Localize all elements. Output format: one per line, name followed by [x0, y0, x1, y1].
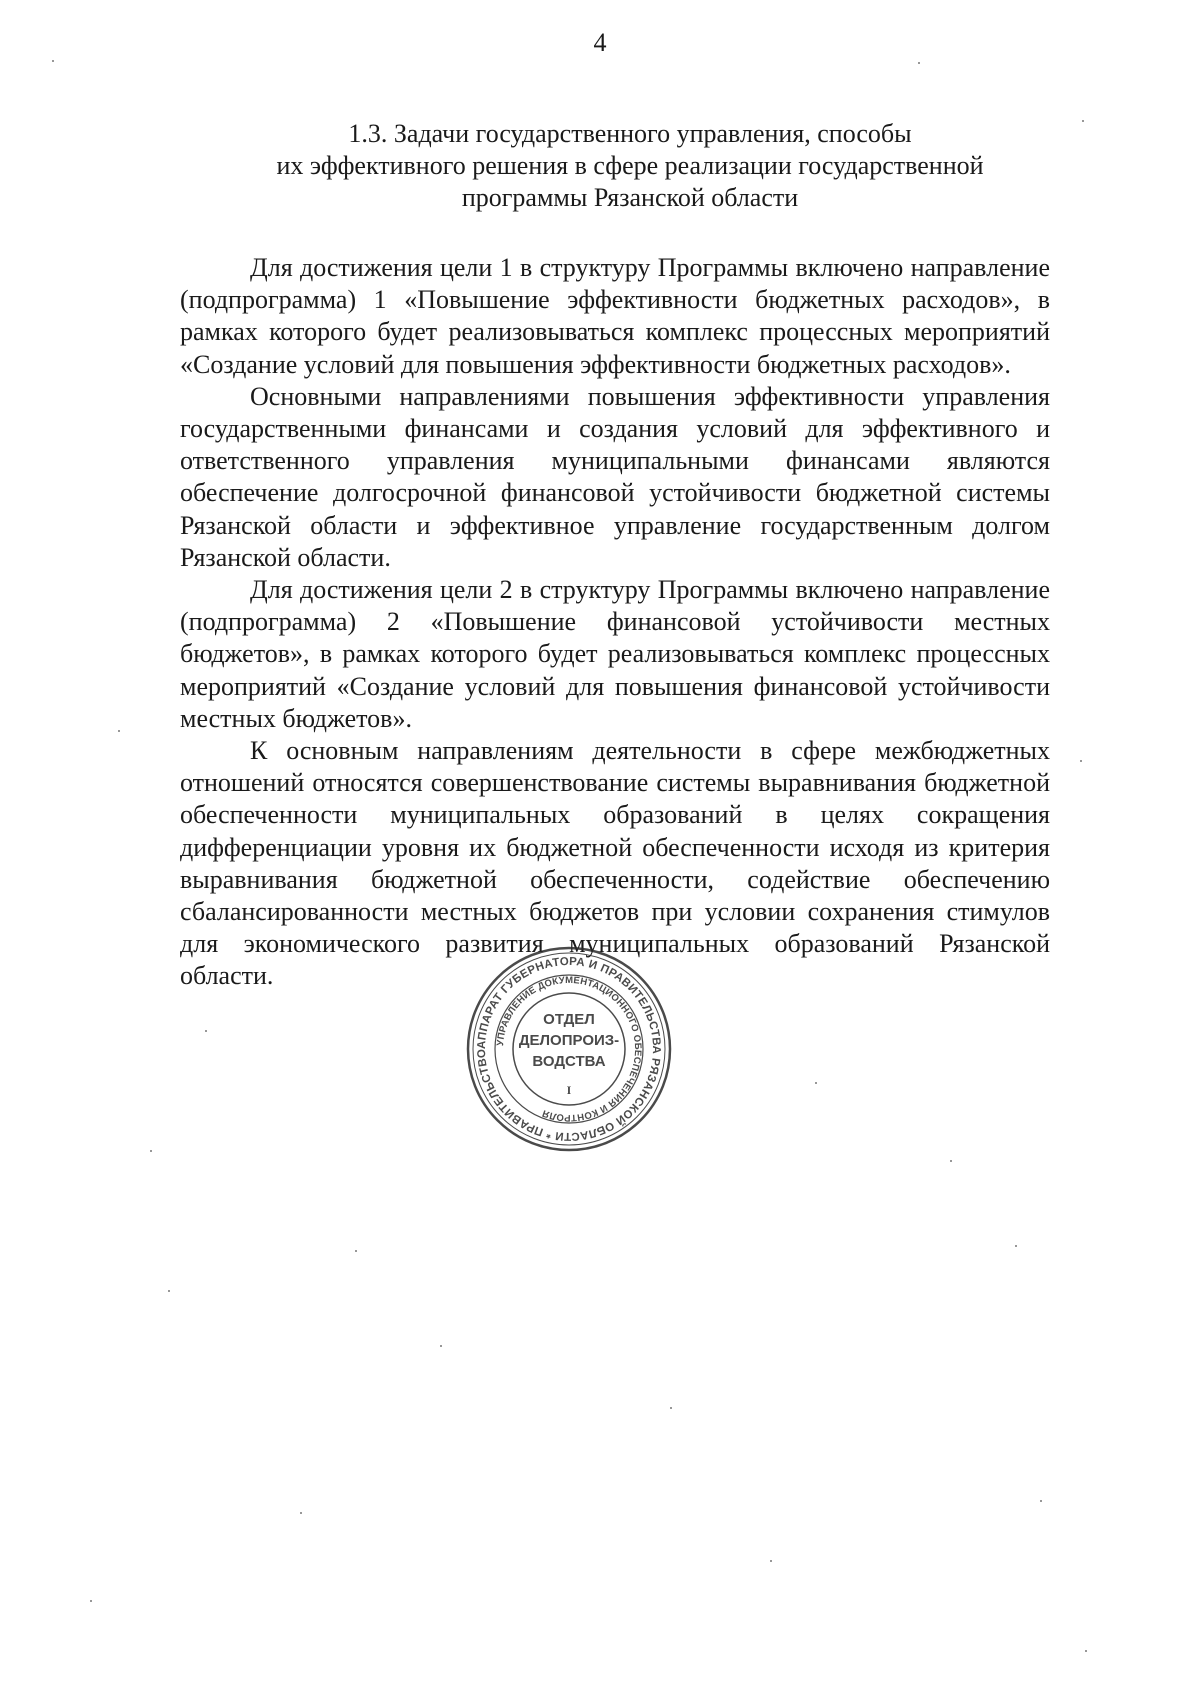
scan-speck [300, 1512, 302, 1514]
paragraph: Для достижения цели 2 в структуру Программы включено направление (подпрограмма) 2 «Повышение финансовой устойчивости местных бюджетов», в рамках которого будет реализовываться комплекс процессных мероприятий «Создание условий для повышения финансовой устойчивости местных бюджетов». [180, 575, 1050, 733]
page-number: 4 [593, 28, 607, 57]
seal-icon [464, 944, 674, 1154]
scan-speck [1085, 1650, 1087, 1652]
scan-speck [150, 1150, 152, 1152]
official-seal-stamp [464, 944, 674, 1154]
scan-speck [118, 730, 120, 732]
scan-speck [1040, 1500, 1042, 1502]
section-heading [190, 118, 1070, 214]
scan-speck [770, 1560, 772, 1562]
scan-speck [52, 60, 54, 62]
scan-speck [1015, 1245, 1017, 1247]
scan-speck [440, 1345, 442, 1347]
paragraph: К основным направлениям деятельности в сфере межбюджетных отношений относятся совершенствование системы выравнивания бюджетной обеспеченности муниципальных образований в целях сокращения дифференциации уровня их бюджетной обеспеченности исходя из критерия выравнивания бюджетной обеспеченности, содействие обеспечению сбалансированности местных бюджетов при условии сохранения стимулов для экономического развития муниципальных образований Рязанской области. [180, 736, 1050, 991]
seal-center-line-1: ОТДЕЛ [543, 1011, 595, 1028]
scan-speck [168, 1290, 170, 1292]
scan-speck [670, 1407, 672, 1409]
scan-speck [950, 1160, 952, 1162]
seal-outer-text: АППАРАТ ГУБЕРНАТОРА И ПРАВИТЕЛЬСТВА РЯЗАНСКОЙ ОБЛАСТИ * ПРАВИТЕЛЬСТВО [475, 955, 663, 1143]
paragraph: Для достижения цели 1 в структуру Программы включено направление (подпрограмма) 1 «Повышение эффективности бюджетных расходов», в рамках которого будет реализовываться комплекс процессных мероприятий «Создание условий для повышения эффективности бюджетных расходов». [180, 253, 1050, 379]
scan-speck [1080, 760, 1082, 762]
body-text [180, 252, 1050, 993]
svg-text:УПРАВЛЕНИЕ ДОКУМЕНТАЦИОННОГО О [495, 975, 643, 1123]
seal-number: I [566, 1083, 572, 1097]
heading-line-2: их эффективного решения в сфере реализации государственной [276, 151, 984, 180]
scan-speck [355, 1250, 357, 1252]
scan-speck [918, 62, 920, 64]
paragraph: Основными направлениями повышения эффективности управления государственными финансами и создания условий для эффективного и ответственного управления муниципальными финансами являются обеспечение долгосрочной финансовой устойчивости бюджетной системы Рязанской области и эффективное управление государственным долгом Рязанской области. [180, 381, 1050, 572]
heading-line-3: программы Рязанской области [461, 183, 799, 212]
seal-inner-text: УПРАВЛЕНИЕ ДОКУМЕНТАЦИОННОГО ОБЕСПЕЧЕНИЯ И КОНТРОЛЯ [495, 974, 644, 1124]
seal-center-line-3: ВОДСТВА [532, 1053, 606, 1070]
scan-speck [1082, 120, 1084, 122]
seal-center-line-2: ДЕЛОПРОИЗ- [518, 1032, 620, 1049]
scan-speck [815, 1082, 817, 1084]
heading-line-1: 1.3. Задачи государственного управления, способы [348, 119, 912, 148]
scan-speck [90, 1600, 92, 1602]
scan-speck [205, 1030, 207, 1032]
